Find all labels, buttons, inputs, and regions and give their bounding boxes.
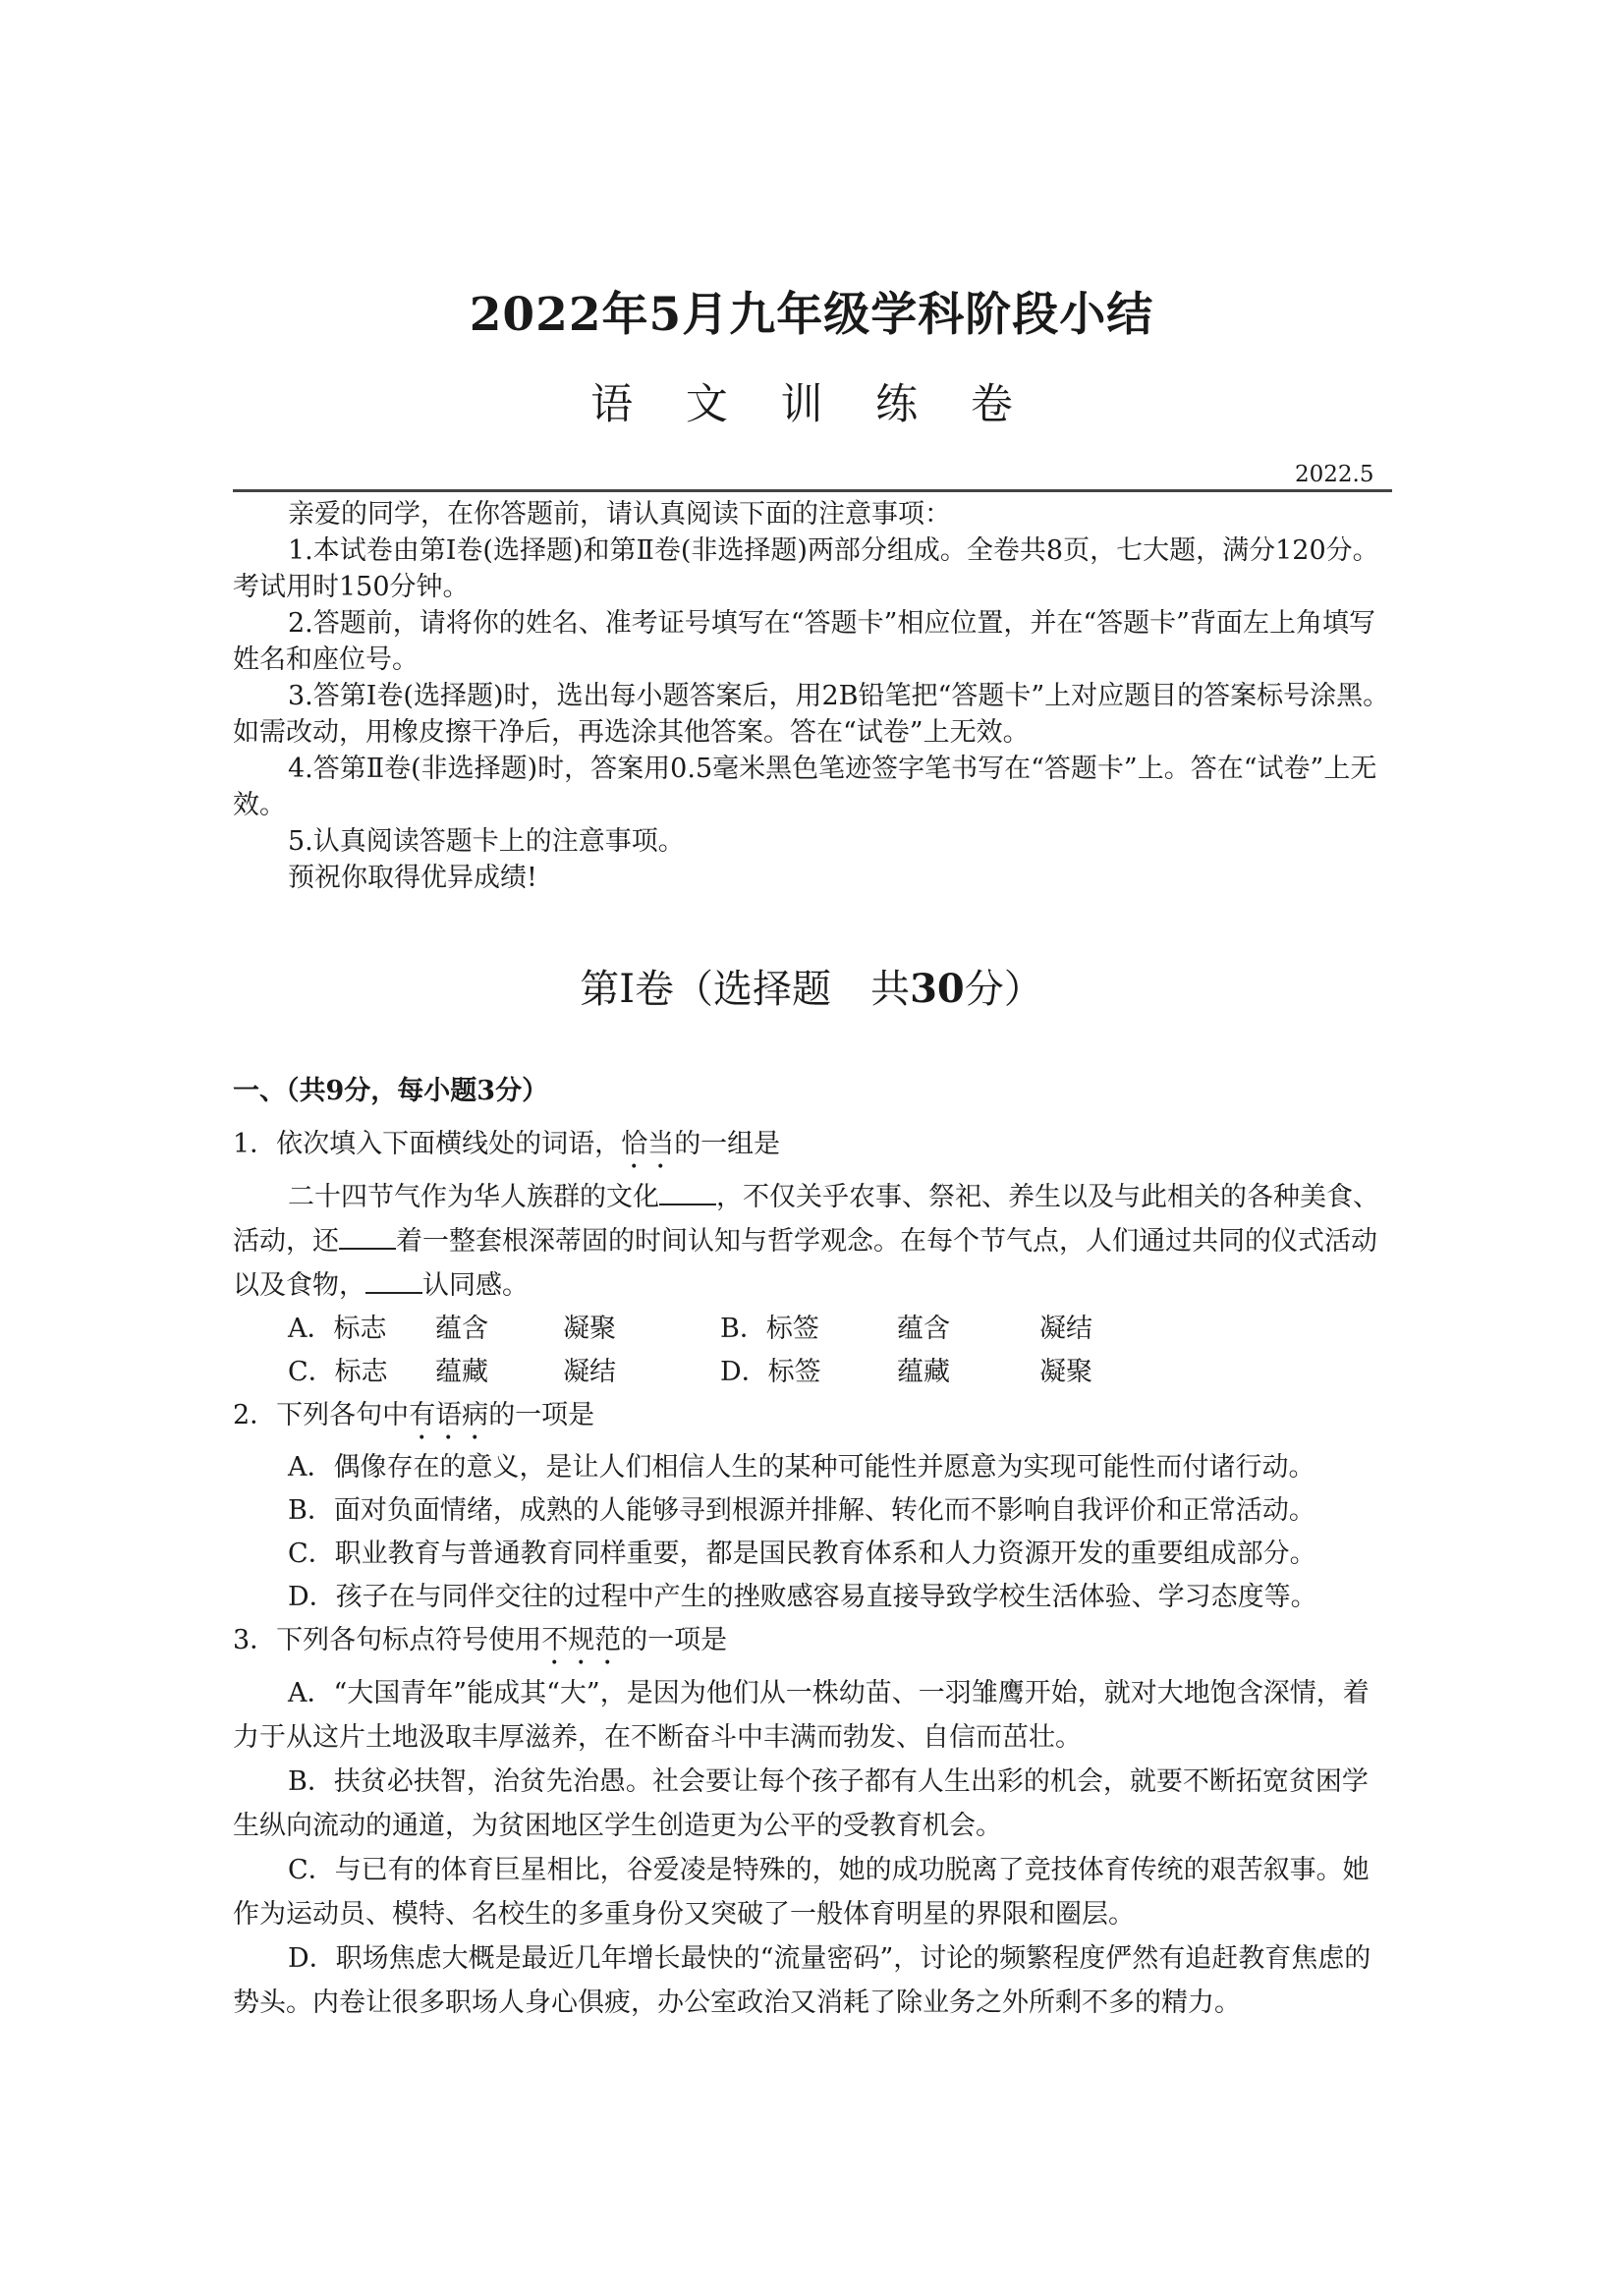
question-3-option: C．与已有的体育巨星相比，谷爱凌是特殊的，她的成功脱离了竞技体育传统的艰苦叙事。她作为运动员、模特、名校生的多重身份又突破了一般体育明星的界限和圈层。 — [233, 1855, 1370, 1930]
option-cell: B．标签 — [720, 1314, 819, 1344]
question-1-stem: 1．依次填入下面横线处的词语，恰当的一组是 — [233, 1129, 781, 1159]
exam-date: 2022.5 — [1295, 462, 1374, 487]
fill-blank — [659, 1178, 716, 1205]
question-1-passage: 二十四节气作为华人族群的文化 ，不仅关乎农事、祭祀、养生以及与此相关的各种美食、活动，还 着一整套根深蒂固的时间认知与哲学观念。在每个节气点，人们通过共同的仪式活动以及食物， 认同感。 — [233, 1175, 1392, 1308]
notice-greeting: 亲爱的同学，在你答题前，请认真阅读下面的注意事项： — [288, 499, 951, 530]
fill-blank — [339, 1222, 396, 1250]
option-cell: A．标志 — [288, 1314, 387, 1344]
option-cell: 凝结 — [1039, 1314, 1092, 1344]
option-cell: 蕴藏 — [897, 1357, 950, 1387]
option-cell: D．标签 — [720, 1357, 821, 1387]
notice-wish: 预祝你取得优异成绩! — [288, 863, 537, 893]
exam-subtitle: 语 文 训 练 卷 — [590, 380, 1033, 429]
question-2-option: D．孩子在与同伴交往的过程中产生的挫败感容易直接导致学校生活体验、学习态度等。 — [288, 1582, 1317, 1612]
questions-block — [233, 1123, 1392, 2025]
part-one-heading: 一、（共9分，每小题3分） — [233, 1076, 549, 1106]
question-2-option: C．职业教育与普通教育同样重要，都是国民教育体系和人力资源开发的重要组成部分。 — [288, 1539, 1316, 1569]
option-cell: 凝聚 — [563, 1314, 616, 1344]
question-3-option: A．“大国青年”能成其“大”，是因为他们从一株幼苗、一羽雏鹰开始，就对大地饱含深情，着力于从这片土地汲取丰厚滋养，在不断奋斗中丰满而勃发、自信而茁壮。 — [233, 1678, 1370, 1753]
section-prefix: 第Ⅰ卷（选择题 共 — [580, 967, 911, 1012]
question-3-option: B．扶贫必扶智，治贫先治愚。社会要让每个孩子都有人生出彩的机会，就要不断拓宽贫困学生纵向流动的通道，为贫困地区学生创造更为公平的受教育机会。 — [233, 1766, 1369, 1841]
section-heading — [0, 958, 1623, 1014]
option-cell: 蕴含 — [435, 1314, 488, 1344]
notice-item: 4.答第Ⅱ卷(非选择题)时，答案用0.5毫米黑色笔迹签字笔书写在“答题卡”上。答在“试卷”上无效。 — [233, 754, 1377, 820]
notice-item: 1.本试卷由第Ⅰ卷(选择题)和第Ⅱ卷(非选择题)两部分组成。全卷共8页，七大题，满分120分。考试用时150分钟。 — [233, 535, 1379, 602]
question-2-option: B．面对负面情绪，成熟的人能够寻到根源并排解、转化而不影响自我评价和正常活动。 — [288, 1495, 1315, 1526]
emphasis-mark: 不规范 — [541, 1625, 622, 1655]
question-1-options-row — [233, 1308, 1392, 1351]
option-cell: C．标志 — [288, 1357, 388, 1387]
emphasis-mark: 恰当 — [621, 1129, 675, 1159]
option-cell: 凝聚 — [1039, 1357, 1092, 1387]
option-cell: 蕴藏 — [435, 1357, 488, 1387]
question-3-option: D．职场焦虑大概是最近几年增长最快的“流量密码”，讨论的频繁程度俨然有追赶教育焦虑的势头。内卷让很多职场人身心俱疲，办公室政治又消耗了除业务之外所剩不多的精力。 — [233, 1943, 1371, 2018]
emphasis-mark: 有语病 — [409, 1400, 489, 1430]
notice-item: 5.认真阅读答题卡上的注意事项。 — [288, 826, 685, 857]
notice-item: 2.答题前，请将你的姓名、准考证号填写在“答题卡”相应位置，并在“答题卡”背面左上角填写姓名和座位号。 — [233, 608, 1375, 675]
question-1-options-row — [233, 1351, 1392, 1394]
question-2-option: A．偶像存在的意义，是让人们相信人生的某种可能性并愿意为实现可能性而付诸行动。 — [288, 1452, 1315, 1483]
option-cell: 蕴含 — [897, 1314, 950, 1344]
fill-blank — [365, 1266, 422, 1294]
exam-title: 2022年5月九年级学科阶段小结 — [469, 288, 1154, 342]
header-divider — [233, 489, 1392, 492]
question-3-stem: 3．下列各句标点符号使用不规范的一项是 — [233, 1625, 728, 1655]
section-suffix: 分） — [964, 967, 1043, 1012]
question-2-stem: 2．下列各句中有语病的一项是 — [233, 1400, 595, 1430]
option-cell: 凝结 — [563, 1357, 616, 1387]
notice-block — [233, 496, 1392, 896]
notice-item: 3.答第Ⅰ卷(选择题)时，选出每小题答案后，用2B铅笔把“答题卡”上对应题目的答案标号涂黑。如需改动，用橡皮擦干净后，再选涂其他答案。答在“试卷”上无效。 — [233, 681, 1390, 748]
section-points: 30 — [910, 966, 965, 1012]
